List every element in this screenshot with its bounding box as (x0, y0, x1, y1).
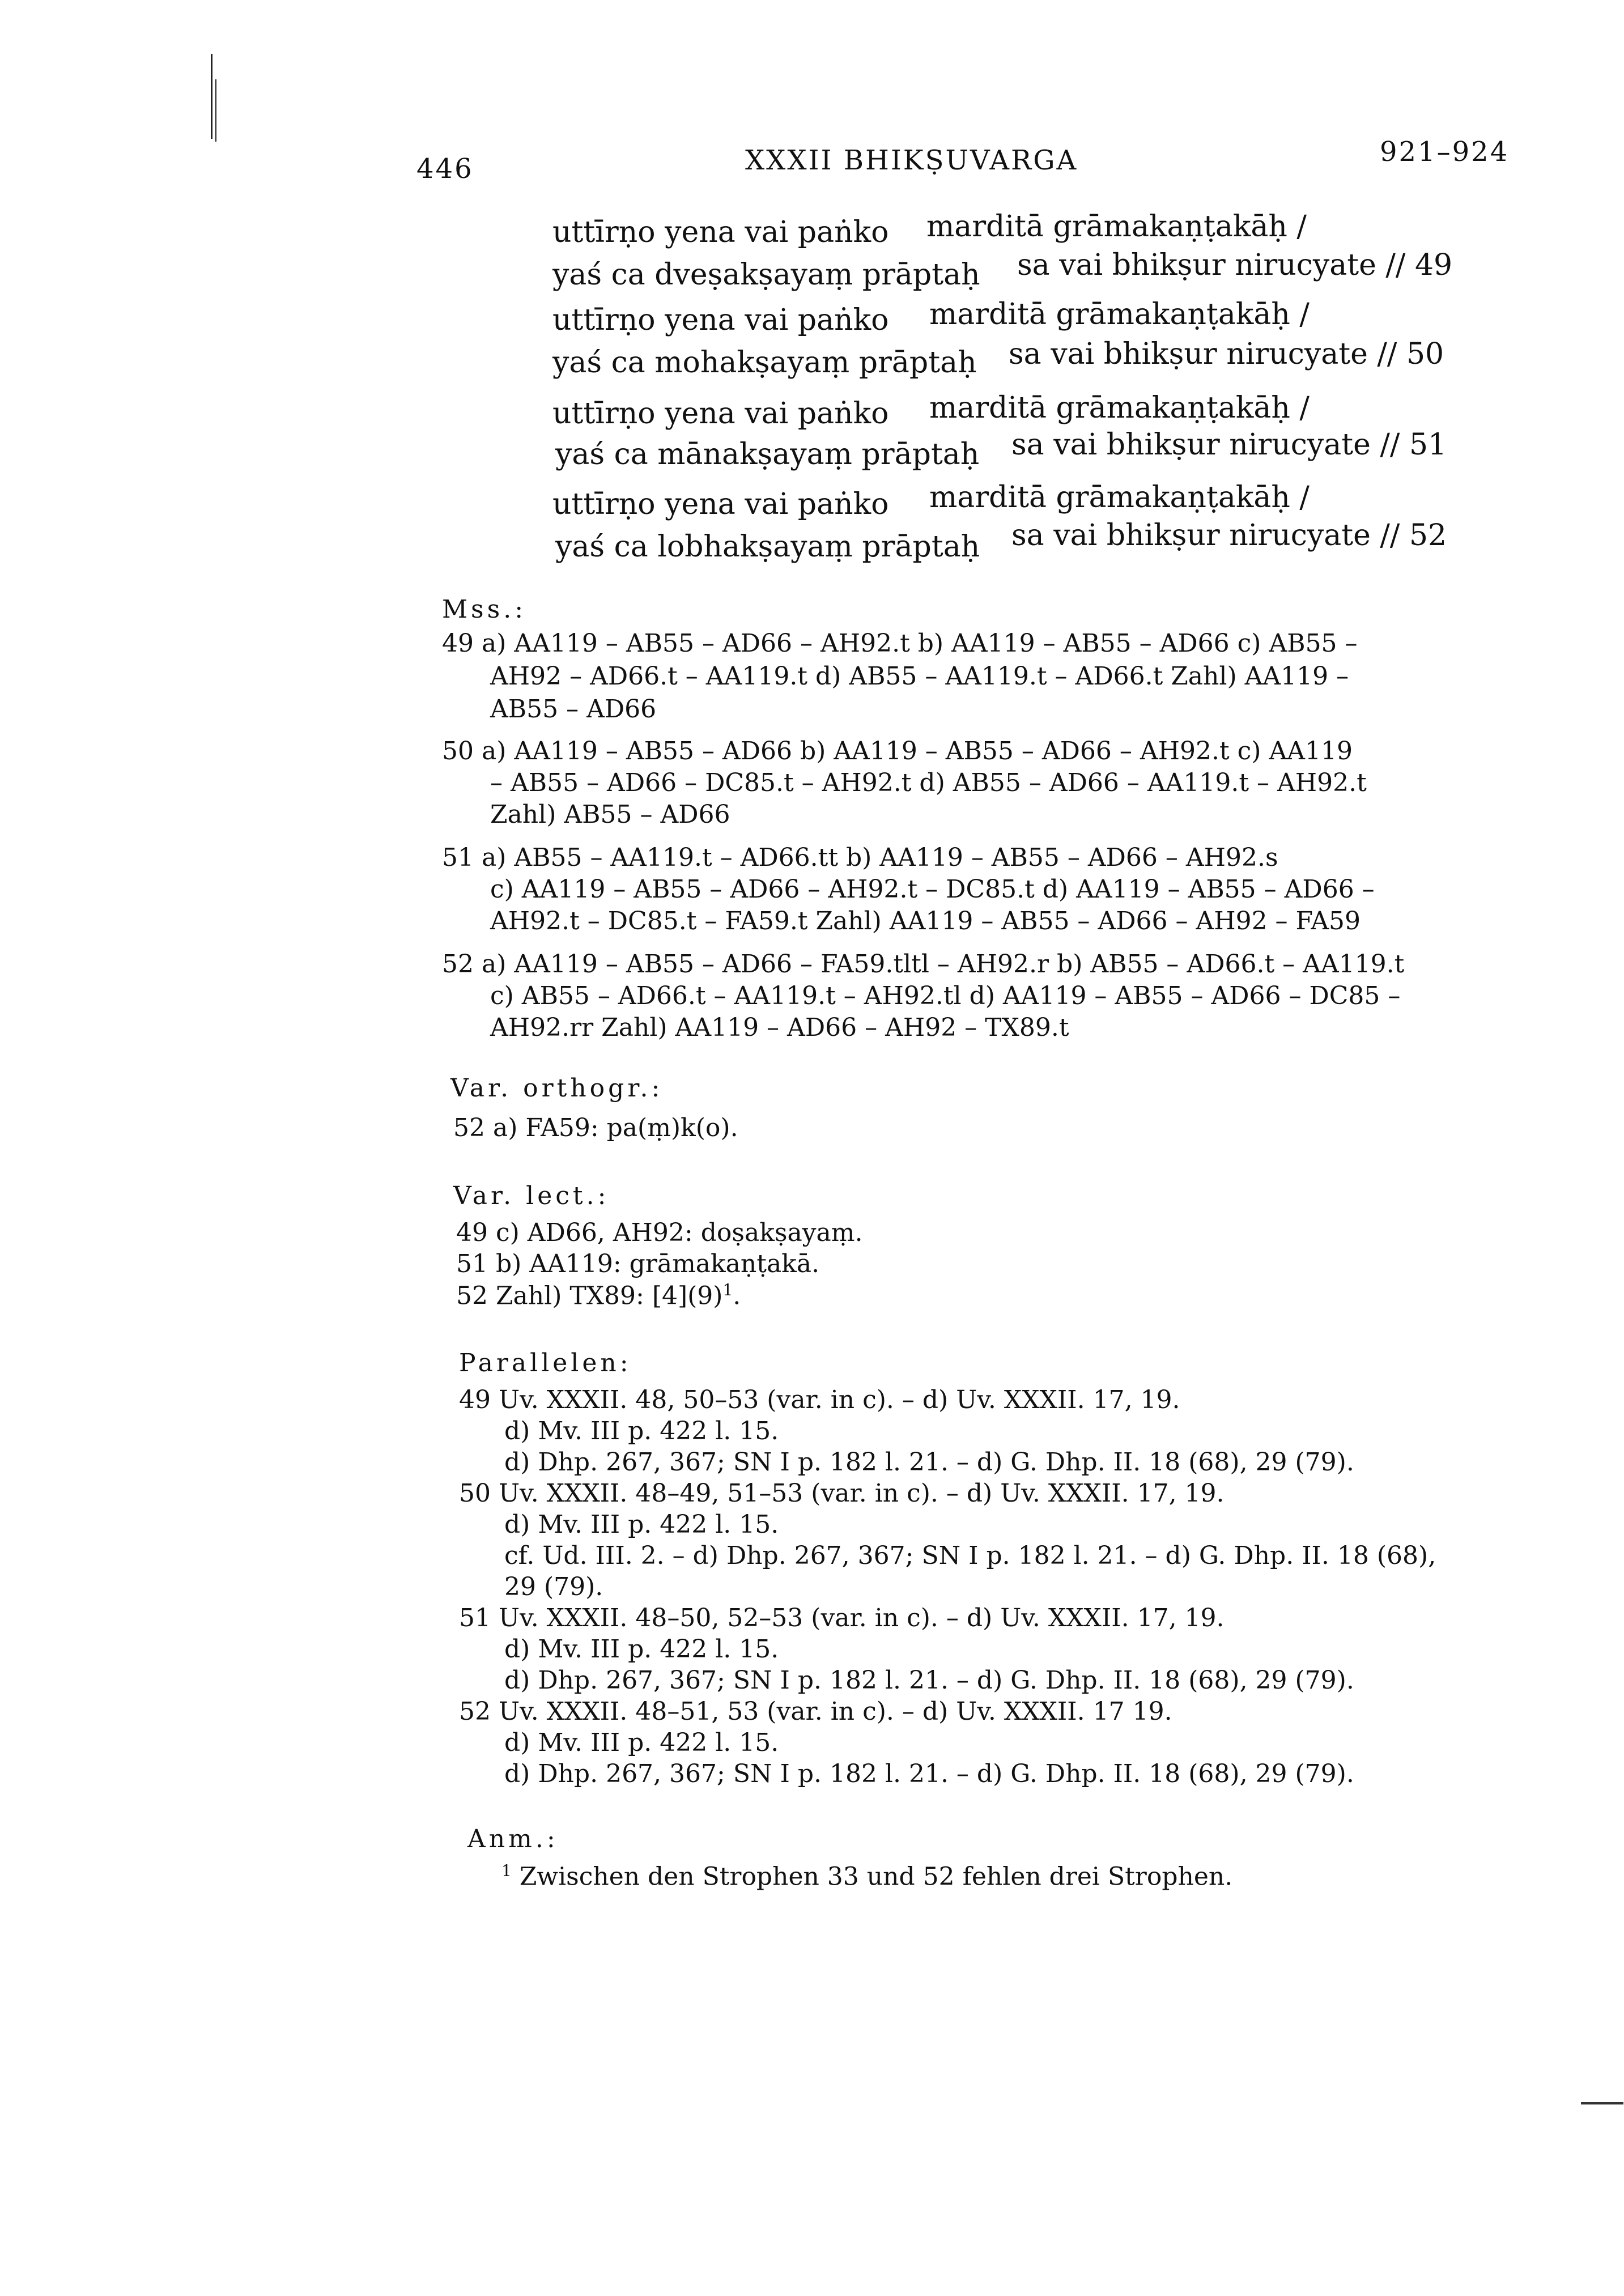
parallel-line: 29 (79). (504, 1572, 603, 1601)
parallel-line: d) Mv. III p. 422 l. 15. (504, 1728, 779, 1757)
verse-49-line-1b: marditā grāmakaṇṭakāḥ / (926, 210, 1307, 244)
verse-52-line-1b: marditā grāmakaṇṭakāḥ / (929, 481, 1310, 515)
parallel-line: d) Mv. III p. 422 l. 15. (504, 1510, 779, 1539)
mss-line: 52 a) AA119 – AB55 – AD66 – FA59.tltl – AH92.r b) AB55 – AD66.t – AA119.t (442, 950, 1405, 979)
verse-51-line-1b: marditā grāmakaṇṭakāḥ / (929, 391, 1310, 425)
footnote-mark: 1 (722, 1281, 733, 1299)
parallel-line: 49 Uv. XXXII. 48, 50–53 (var. in c). – d) Uv. XXXII. 17, 19. (459, 1385, 1180, 1414)
scan-edge-mark (1581, 2102, 1623, 2104)
verse-52-line-2b: sa vai bhikṣur nirucyate // 52 (1011, 518, 1447, 552)
scan-margin-mark (211, 54, 212, 139)
verse-50-line-1a: uttīrṇo yena vai paṅko (552, 303, 889, 337)
page-number: 446 (416, 153, 474, 185)
verse-49-line-1a: uttīrṇo yena vai paṅko (552, 215, 889, 249)
var-lect-label: Var. lect.: (453, 1181, 610, 1210)
parallel-line: d) Dhp. 267, 367; SN I p. 182 l. 21. – d) G. Dhp. II. 18 (68), 29 (79). (504, 1666, 1354, 1695)
anm-text: Zwischen den Strophen 33 und 52 fehlen drei Strophen. (519, 1862, 1233, 1891)
mss-line: AB55 – AD66 (490, 695, 657, 724)
verse-50-line-2b: sa vai bhikṣur nirucyate // 50 (1009, 337, 1444, 371)
verse-52-line-2a: yaś ca lobhakṣayaṃ prāptaḥ (555, 530, 980, 564)
running-title: XXXII BHIKṢUVARGA (745, 144, 1078, 176)
parallel-line: 51 Uv. XXXII. 48–50, 52–53 (var. in c). – d) Uv. XXXII. 17, 19. (459, 1604, 1225, 1632)
mss-line: 51 a) AB55 – AA119.t – AD66.tt b) AA119 – AB55 – AD66 – AH92.s (442, 843, 1278, 872)
var-lect-line: 51 b) AA119: grāmakaṇṭakā. (456, 1249, 820, 1278)
verse-50-line-1b: marditā grāmakaṇṭakāḥ / (929, 297, 1310, 331)
var-lect-line: 52 Zahl) TX89: [4](9)$^1$. (456, 1281, 741, 1311)
anm-footnote-mark: 1 (501, 1861, 512, 1880)
mss-line: AH92.rr Zahl) AA119 – AD66 – AH92 – TX89.t (490, 1013, 1069, 1042)
mss-line: – AB55 – AD66 – DC85.t – AH92.t d) AB55 – AD66 – AA119.t – AH92.t (490, 768, 1367, 797)
var-orthogr-line: 52 a) FA59: pa(ṃ)k(o). (453, 1113, 738, 1142)
verse-49-line-2a: yaś ca dveṣakṣayaṃ prāptaḥ (552, 258, 980, 292)
mss-line: Zahl) AB55 – AD66 (490, 800, 730, 829)
verse-51-line-1a: uttīrṇo yena vai paṅko (552, 397, 889, 431)
scan-margin-mark (215, 79, 216, 142)
verse-49-line-2b: sa vai bhikṣur nirucyate // 49 (1017, 248, 1453, 282)
parallel-line: d) Mv. III p. 422 l. 15. (504, 1635, 779, 1664)
var-orthogr-label: Var. orthogr.: (450, 1074, 664, 1103)
parallelen-label: Parallelen: (459, 1349, 632, 1377)
mss-line: c) AA119 – AB55 – AD66 – AH92.t – DC85.t d) AA119 – AB55 – AD66 – (490, 875, 1375, 904)
parallel-line: d) Dhp. 267, 367; SN I p. 182 l. 21. – d) G. Dhp. II. 18 (68), 29 (79). (504, 1759, 1354, 1788)
parallel-line: d) Mv. III p. 422 l. 15. (504, 1417, 779, 1445)
mss-line: AH92.t – DC85.t – FA59.t Zahl) AA119 – AB55 – AD66 – AH92 – FA59 (490, 907, 1361, 936)
var-lect-line: 49 c) AD66, AH92: doṣakṣayaṃ. (456, 1218, 863, 1247)
parallel-line: d) Dhp. 267, 367; SN I p. 182 l. 21. – d) G. Dhp. II. 18 (68), 29 (79). (504, 1448, 1354, 1477)
anm-note (501, 1861, 1232, 1891)
mss-line: 50 a) AA119 – AB55 – AD66 b) AA119 – AB55 – AD66 – AH92.t c) AA119 (442, 737, 1353, 766)
mss-line: c) AB55 – AD66.t – AA119.t – AH92.tl d) AA119 – AB55 – AD66 – DC85 – (490, 981, 1401, 1010)
verse-50-line-2a: yaś ca mohakṣayaṃ prāptaḥ (552, 346, 977, 380)
mss-line: AH92 – AD66.t – AA119.t d) AB55 – AA119.t – AD66.t Zahl) AA119 – (490, 662, 1349, 691)
anm-label: Anm.: (467, 1825, 559, 1853)
verse-range: 921–924 (1380, 136, 1510, 168)
mss-label: Mss.: (442, 595, 527, 624)
parallel-line: cf. Ud. III. 2. – d) Dhp. 267, 367; SN I p. 182 l. 21. – d) G. Dhp. II. 18 (68), (504, 1541, 1436, 1570)
verse-52-line-1a: uttīrṇo yena vai paṅko (552, 487, 889, 521)
verse-51-line-2b: sa vai bhikṣur nirucyate // 51 (1011, 428, 1447, 462)
verse-51-line-2a: yaś ca mānakṣayaṃ prāptaḥ (555, 437, 980, 471)
parallel-line: 52 Uv. XXXII. 48–51, 53 (var. in c). – d) Uv. XXXII. 17 19. (459, 1697, 1172, 1726)
mss-line: 49 a) AA119 – AB55 – AD66 – AH92.t b) AA119 – AB55 – AD66 c) AB55 – (442, 629, 1358, 658)
var-lect-text: 52 Zahl) TX89: [4](9) (456, 1281, 723, 1311)
parallel-line: 50 Uv. XXXII. 48–49, 51–53 (var. in c). – d) Uv. XXXII. 17, 19. (459, 1479, 1225, 1508)
